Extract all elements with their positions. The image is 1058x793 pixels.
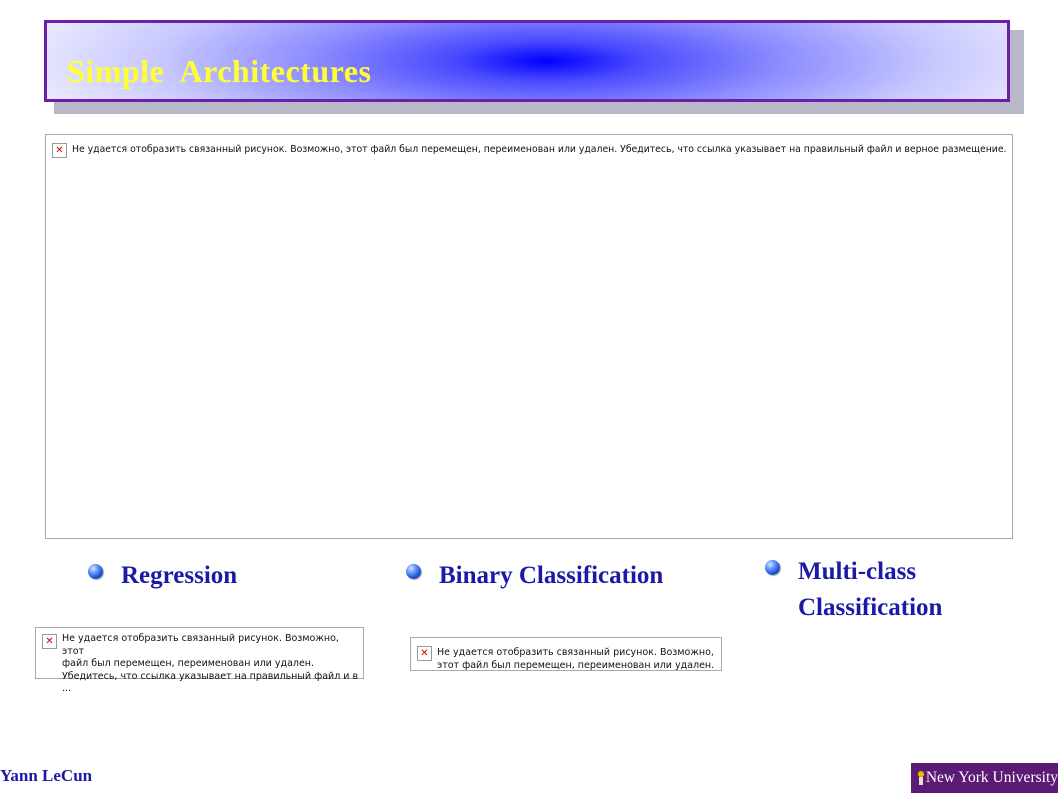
bullet-label-line1: Multi-class — [798, 558, 917, 585]
nyu-logo-text: New York University — [925, 769, 1058, 786]
author-name: Yann LeCun — [0, 766, 93, 785]
blue-sphere-bullet-icon — [406, 564, 421, 579]
regression-image-placeholder — [35, 627, 364, 694]
broken-image-message — [62, 633, 359, 696]
broken-image-message: Не удается отобразить связанный рисунок. Возможно, этот файл был перемещен, переименован или удален. Убедитесь, что ссылка указывает на правильный файл и верное размещение. — [72, 144, 1007, 155]
bullet-label: Binary Classification — [439, 562, 664, 589]
bullet-multiclass-classification — [765, 554, 942, 626]
title-bar — [44, 20, 1010, 102]
blue-sphere-bullet-icon — [88, 564, 103, 579]
bullet-binary-classification — [406, 558, 663, 594]
message-line: файл был перемещен, переименован или удален. — [62, 658, 315, 669]
bullet-label: Regression — [121, 562, 238, 589]
bullet-regression — [88, 558, 237, 594]
message-line: этот файл был перемещен, переименован или удален. — [437, 659, 715, 671]
torch-icon — [916, 771, 922, 785]
broken-image-icon — [417, 646, 432, 661]
message-line: Не удается отобразить связанный рисунок. Возможно, — [437, 647, 714, 658]
broken-image-icon — [52, 143, 67, 158]
bullet-label-line2: Classification — [798, 594, 943, 621]
message-line: Не удается отобразить связанный рисунок. Возможно, этот — [62, 633, 339, 657]
broken-image-icon — [42, 634, 57, 649]
nyu-logo — [911, 763, 1058, 793]
blue-sphere-bullet-icon — [765, 560, 780, 575]
broken-image-message — [437, 647, 717, 672]
binary-classification-image-placeholder — [410, 637, 722, 671]
slide-title: Simple Architectures — [67, 53, 372, 89]
main-image-placeholder — [45, 134, 1013, 539]
message-line: Убедитесь, что ссылка указывает на правильный файл и в ... — [62, 670, 359, 694]
